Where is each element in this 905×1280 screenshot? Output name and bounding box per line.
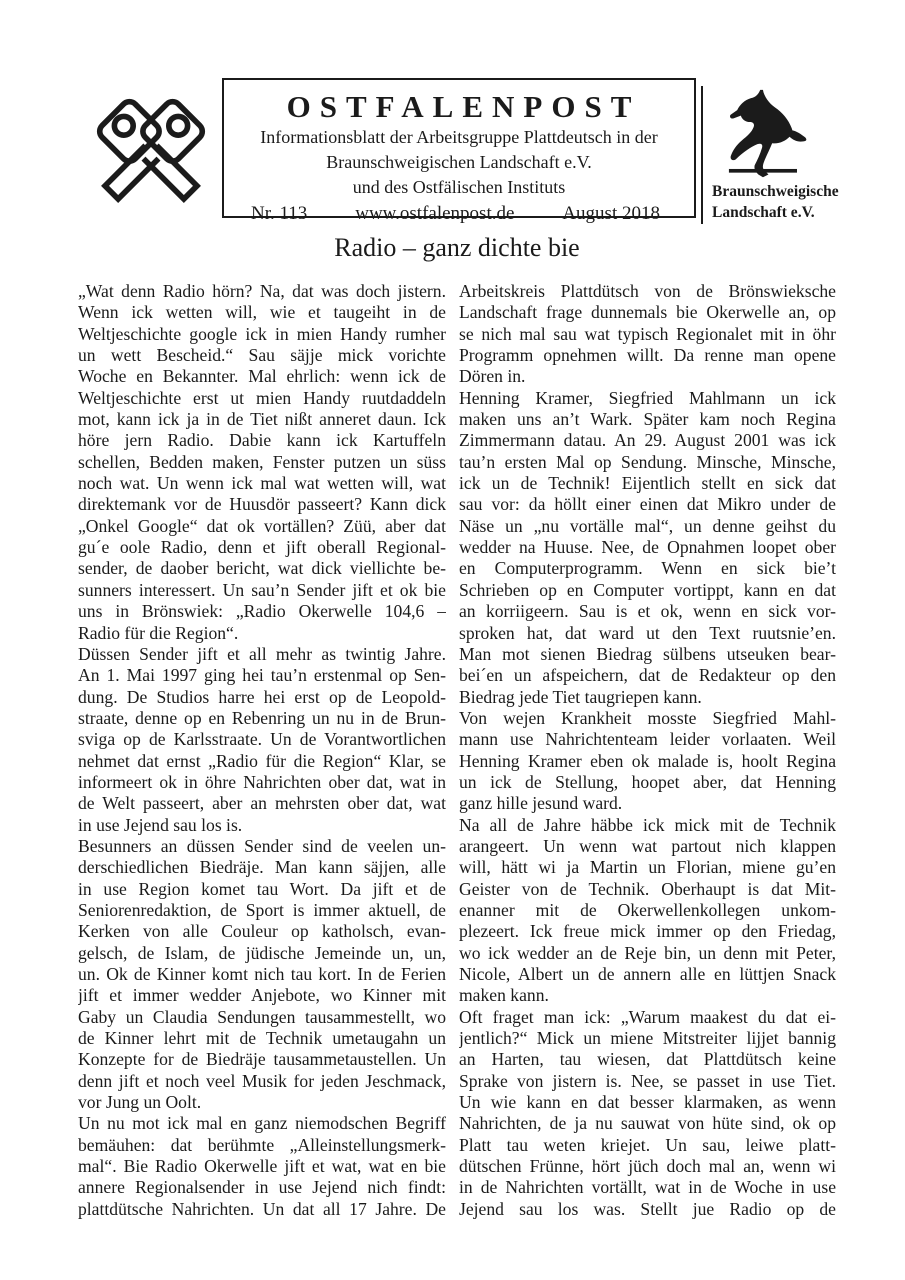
text-line: informeert ok in öhre Nahrichten ober dat, wat in: [78, 771, 446, 792]
text-line: dütschen Frünne, hört jüch doch mal an, wenn wi: [459, 1156, 836, 1177]
text-line: Dören in.: [459, 366, 526, 387]
text-line: sproken hat, dat ward ut den Text ruutsnie’en.: [459, 622, 836, 643]
text-line: maken kann.: [459, 985, 549, 1006]
text-line: mann use Nahrichtenteam leider vorlaaten. Weil: [459, 729, 836, 750]
text-line: uns in Brönswiek: „Radio Okerwelle 104,6 –: [78, 601, 446, 622]
text-line: nehmet dat ernst „Radio für die Region“ Klar, se: [78, 750, 446, 771]
text-line: Programm opnehmen willt. Da renne man opene: [459, 345, 836, 366]
text-line: Landschaft frage dunnemals bie Okerwelle an, op: [459, 302, 836, 323]
text-line: Weltjeschichte erst ut mien Handy ruutdaddeln: [78, 387, 446, 408]
text-line: Zimmermann datau. An 29. August 2001 was ick: [459, 430, 836, 451]
text-line: plezeert. Ick freue mick immer op den Friedag,: [459, 921, 836, 942]
text-line: un ick de Stellung, hoopet aber, dat Henning: [459, 771, 836, 792]
horse-caption-line1: Braunschweigische: [712, 183, 839, 200]
text-line: dung. De Studios harre hei erst op de Leopold-: [78, 686, 446, 707]
text-line: bei´en un afspeichern, dat de Redakteur op den: [459, 665, 836, 686]
text-line: Näse un „nu vortälle mal“, un denne geihst du: [459, 515, 836, 536]
article-column-right: [459, 281, 836, 1220]
text-line: Sprake von jistern is. Nee, se passet in use Tiet.: [459, 1070, 836, 1091]
masthead-meta-row: [224, 200, 694, 225]
text-line: arangeert. Un wenn wat partout nich klappen: [459, 835, 836, 856]
crossed-keys-icon: [86, 92, 216, 214]
text-line: tau’n ersten Mal op Sendung. Minsche, Minsche,: [459, 451, 836, 472]
text-line: en Computerprogramm. Wenn en sick bie’t: [459, 558, 836, 579]
text-line: Nicole, Albert un de annern alle en lüttjen Snack: [459, 964, 836, 984]
masthead-title: OSTFALENPOST: [286, 89, 641, 124]
masthead-divider-rule: [701, 86, 703, 224]
text-line: plattdütsche Nahrichten. Un dat all 17 Jahre. De: [78, 1198, 446, 1219]
text-line: Von wejen Krankheit mosste Siegfried Mahl-: [459, 707, 836, 728]
text-line: in de Nahrichten vortällt, wat in de Woche in use: [459, 1177, 836, 1198]
text-line: jentlich?“ Mick un miene Mitstreiter lijjet bannig: [459, 1028, 836, 1049]
text-line: Nahrichten, de ja nu sauwat von hüte sind, ok op: [459, 1113, 836, 1134]
article-column-left: [78, 281, 446, 1220]
text-line: höre jern Radio. Dabie kann ick Kartuffeln: [78, 430, 446, 451]
text-line: Konzepte for de Biedräje tausammetaustellen. Un: [78, 1049, 446, 1070]
website-url: www.ostfalenpost.de: [355, 203, 515, 224]
saxon-horse-icon: [718, 88, 830, 180]
text-line: sender, de daober bericht, wat dick viellichte be-: [78, 558, 446, 579]
text-line: Düssen Sender jift et all mehr as twintig Jahre.: [78, 643, 446, 664]
text-line: annere Regionalsender in use Jejend nich findt:: [78, 1177, 446, 1198]
text-line: denn jift et noch veel Musik for jeden Jeschmack,: [78, 1070, 446, 1091]
text-line: noch wat. Un wenn ick mal wat wetten will, wat: [78, 473, 446, 494]
text-line: mal“. Bie Radio Okerwelle jift et wat, wat en bie: [78, 1156, 446, 1177]
text-line: Gaby un Claudia Sendungen tausammestellt, wo: [78, 1006, 446, 1027]
text-line: straate, denne op en Rebenring un nu in de Brun-: [78, 707, 446, 728]
issue-date: August 2018: [562, 203, 660, 224]
text-line: enanner mit de Okerwellenkollegen unkom-: [459, 899, 836, 920]
text-line: wedder na Huuse. Nee, de Opnahmen loopet ober: [459, 537, 836, 558]
text-line: Seniorenredaktion, de Sport is immer aktuell, de: [78, 899, 446, 920]
text-line: direktemank vor de Huusdör passeert? Kann dick: [78, 494, 446, 515]
issue-number: Nr. 113: [251, 203, 308, 224]
text-line: Weltjeschichte google ick in mien Handy rumher: [78, 323, 446, 344]
text-line: an korriigeern. Sau is et ok, wenn en sick vor-: [459, 601, 836, 622]
text-line: „Wat denn Radio hörn? Na, dat was doch jistern.: [78, 281, 446, 301]
braunschweig-landschaft-logo: [712, 88, 844, 222]
text-line: de Welt passeert, aber an mehrsten ober dat, wat: [78, 793, 446, 814]
text-line: Arbeitskreis Plattdütsch von de Brönswieksche: [459, 281, 836, 301]
text-line: Radio für die Region“.: [78, 622, 239, 643]
text-line: de Kinner lehrt mit de Technik umetaugahn un: [78, 1028, 446, 1049]
text-line: „Onkel Google“ dat ok vortällen? Züü, aber dat: [78, 515, 446, 536]
text-line: ganz hille jesund ward.: [459, 793, 623, 814]
horse-caption-line2: Landschaft e.V.: [712, 204, 815, 221]
text-line: Henning Kramer eben ok malade is, hoolt Regina: [459, 750, 836, 771]
text-line: maken uns an’t Wark. Später kam noch Regina: [459, 409, 836, 430]
text-line: mot, kann ick ja in de Tiet nißt anneret daun. Ick: [78, 409, 446, 430]
masthead-subtitle-line1: Informationsblatt der Arbeitsgruppe Plattdeutsch in der: [260, 127, 658, 147]
text-line: Na all de Jahre häbbe ick mick mit de Technik: [459, 814, 836, 835]
text-line: sau vor: da höllt einer einen dat Mikro under de: [459, 494, 836, 515]
text-line: Wenn ick wetten will, wie et taugeiht in de: [78, 302, 446, 323]
text-line: bemäuhen: dat berühmte „Alleinstellungsmerk-: [78, 1134, 446, 1155]
text-line: gelsch, de Islam, de jüdische Jemeinde un, un,: [78, 942, 446, 963]
text-line: An 1. Mai 1997 ging hei tau’n erstenmal op Sen-: [78, 665, 446, 686]
text-line: derschiedlichen Biedräje. Man kann säjjen, alle: [78, 857, 446, 878]
text-line: Jejend sau los was. Stellt jue Radio op de: [459, 1198, 836, 1219]
text-line: vor Jung un Oolt.: [78, 1092, 202, 1113]
text-line: sviga op de Karlsstraate. Un de Vorantwortlichen: [78, 729, 446, 750]
text-line: sunners interessert. Un sau’n Sender jift et ok bie: [78, 579, 446, 600]
text-line: will, hätt wi ja Martin un Florian, miene gu’en: [459, 857, 836, 878]
text-line: Oft fraget man ick: „Warum maakest du dat ei-: [459, 1006, 836, 1027]
text-line: gu´e oole Radio, denn et jift oberall Regional-: [78, 537, 446, 558]
text-line: Geister von de Technik. Oberhaupt is dat Mit-: [459, 878, 836, 899]
masthead-subtitle-line3: und des Ostfälischen Instituts: [352, 177, 566, 197]
text-line: wo ick wedder an de Reje bin, un denn mit Peter,: [459, 942, 836, 963]
text-line: ick un de Technik! Eijentlich stellt en sick dat: [459, 473, 836, 494]
text-line: Kerken von alle Couleur op katholsch, evan-: [78, 921, 446, 942]
text-line: jift et immer wedder Anjebote, wo Kinner mit: [78, 985, 446, 1006]
text-line: schellen, Bedden maken, Fenster putzen un süss: [78, 451, 446, 472]
text-line: se nich mal sau wat typisch Regionalet mit in öhr: [459, 323, 836, 344]
text-line: un. Ok de Kinner komt nich tau kort. In de Ferien: [78, 964, 446, 984]
text-line: an Harten, tau wiesen, dat Plattdütsch keine: [459, 1049, 836, 1070]
text-line: Un wie kann en dat besser klarmaken, as wenn: [459, 1092, 836, 1113]
text-line: Woche en Bekannter. Mal ehrlich: wenn ick de: [78, 366, 446, 387]
masthead-subtitle-line2: Braunschweigischen Landschaft e.V.: [326, 152, 592, 172]
masthead-box: [222, 78, 696, 224]
text-line: un wett Bescheid.“ Sau säjje mick vorichte: [78, 345, 446, 366]
text-line: in use Jejend sau los is.: [78, 814, 243, 835]
text-line: Schrieben op en Computer vortippt, kann en dat: [459, 579, 836, 600]
text-line: Henning Kramer, Siegfried Mahlmann un ick: [459, 387, 836, 408]
text-line: Un nu mot ick mal en ganz niemodschen Begriff: [78, 1113, 446, 1134]
article-title: Radio – ganz dichte bie: [334, 233, 580, 262]
text-line: Platt tau weten kriejet. Un sau, leiwe platt-: [459, 1134, 836, 1155]
text-line: Besunners an düssen Sender sind de veelen un-: [78, 835, 446, 856]
text-line: Biedrag jede Tiet taugriepen kann.: [459, 686, 702, 707]
text-line: in use Region komet tau Wort. Da jift et de: [78, 878, 446, 899]
text-line: Man mot sienen Biedrag sülbens utseuken bear-: [459, 643, 836, 664]
